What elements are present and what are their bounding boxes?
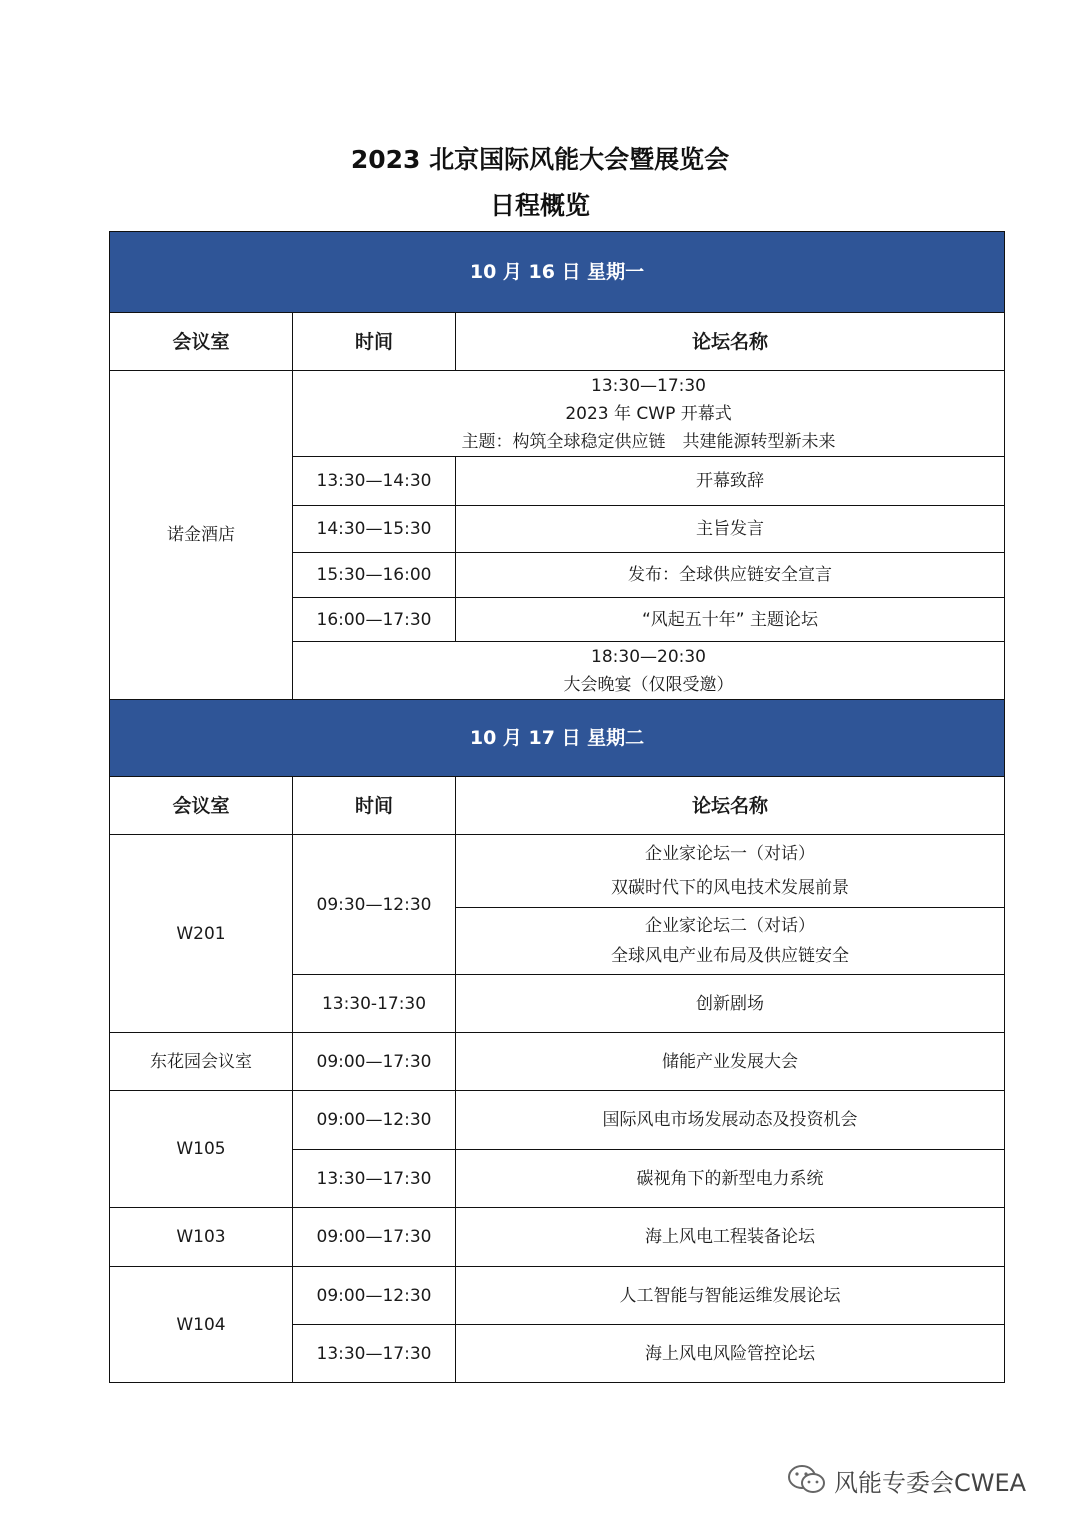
room-cell: 诺金酒店 [110, 371, 293, 700]
session-name: 国际风电市场发展动态及投资机会 [456, 1091, 1005, 1150]
dinner-time: 18:30—20:30 [591, 646, 706, 667]
session-time: 09:30—12:30 [293, 835, 456, 975]
forum-title: 企业家论坛二（对话） [645, 916, 816, 936]
session-name: 储能产业发展大会 [456, 1033, 1005, 1091]
session-name: 发布：全球供应链安全宣言 [456, 553, 1005, 598]
session-name: 创新剧场 [456, 975, 1005, 1033]
document-subtitle: 日程概览 [489, 191, 590, 220]
session-name: 人工智能与智能运维发展论坛 [456, 1267, 1005, 1325]
opening-time: 13:30—17:30 [591, 375, 706, 396]
forum-cell [456, 835, 1005, 908]
col-header-time: 时间 [293, 777, 456, 835]
wechat-icon [786, 1462, 828, 1498]
session-name: 主旨发言 [456, 506, 1005, 553]
col-header-forum: 论坛名称 [456, 777, 1005, 835]
session-name: 海上风电风险管控论坛 [456, 1325, 1005, 1383]
forum-topic: 双碳时代下的风电技术发展前景 [611, 878, 850, 898]
opening-theme: 主题：构筑全球稳定供应链 共建能源转型新未来 [461, 431, 836, 452]
watermark-text: 风能专委会CWEA [834, 1468, 1027, 1497]
session-time: 09:00—12:30 [293, 1267, 456, 1325]
session-name: “风起五十年” 主题论坛 [456, 598, 1005, 642]
session-name: 碳视角下的新型电力系统 [456, 1150, 1005, 1208]
opening-title: 2023 年 CWP 开幕式 [565, 403, 732, 424]
session-name: 开幕致辞 [456, 457, 1005, 506]
col-header-time: 时间 [293, 313, 456, 371]
session-time: 09:00—17:30 [293, 1033, 456, 1091]
dinner-cell [293, 642, 1005, 700]
opening-ceremony-cell [293, 371, 1005, 457]
session-time: 13:30—14:30 [293, 457, 456, 506]
room-cell: W105 [110, 1091, 293, 1208]
document-title: 2023 北京国际风能大会暨展览会 [350, 145, 730, 174]
session-time: 13:30—17:30 [293, 1150, 456, 1208]
session-time: 16:00—17:30 [293, 598, 456, 642]
forum-title: 企业家论坛一（对话） [645, 844, 816, 864]
day-header-oct16: 10 月 16 日 星期一 [110, 232, 1005, 313]
dinner-title: 大会晚宴（仅限受邀） [563, 674, 734, 695]
session-time: 15:30—16:00 [293, 553, 456, 598]
room-cell: W103 [110, 1208, 293, 1267]
session-time: 13:30-17:30 [293, 975, 456, 1033]
forum-topic: 全球风电产业布局及供应链安全 [611, 946, 850, 966]
session-time: 09:00—12:30 [293, 1091, 456, 1150]
col-header-room: 会议室 [110, 313, 293, 371]
session-name: 海上风电工程装备论坛 [456, 1208, 1005, 1267]
session-time: 13:30—17:30 [293, 1325, 456, 1383]
schedule-table [109, 231, 1005, 1383]
session-time: 14:30—15:30 [293, 506, 456, 553]
room-cell: W201 [110, 835, 293, 1033]
day-header-oct17: 10 月 17 日 星期二 [110, 700, 1005, 777]
room-cell: 东花园会议室 [110, 1033, 293, 1091]
col-header-forum: 论坛名称 [456, 313, 1005, 371]
forum-cell [456, 908, 1005, 975]
col-header-room: 会议室 [110, 777, 293, 835]
room-cell: W104 [110, 1267, 293, 1383]
watermark [786, 1460, 1026, 1500]
session-time: 09:00—17:30 [293, 1208, 456, 1267]
